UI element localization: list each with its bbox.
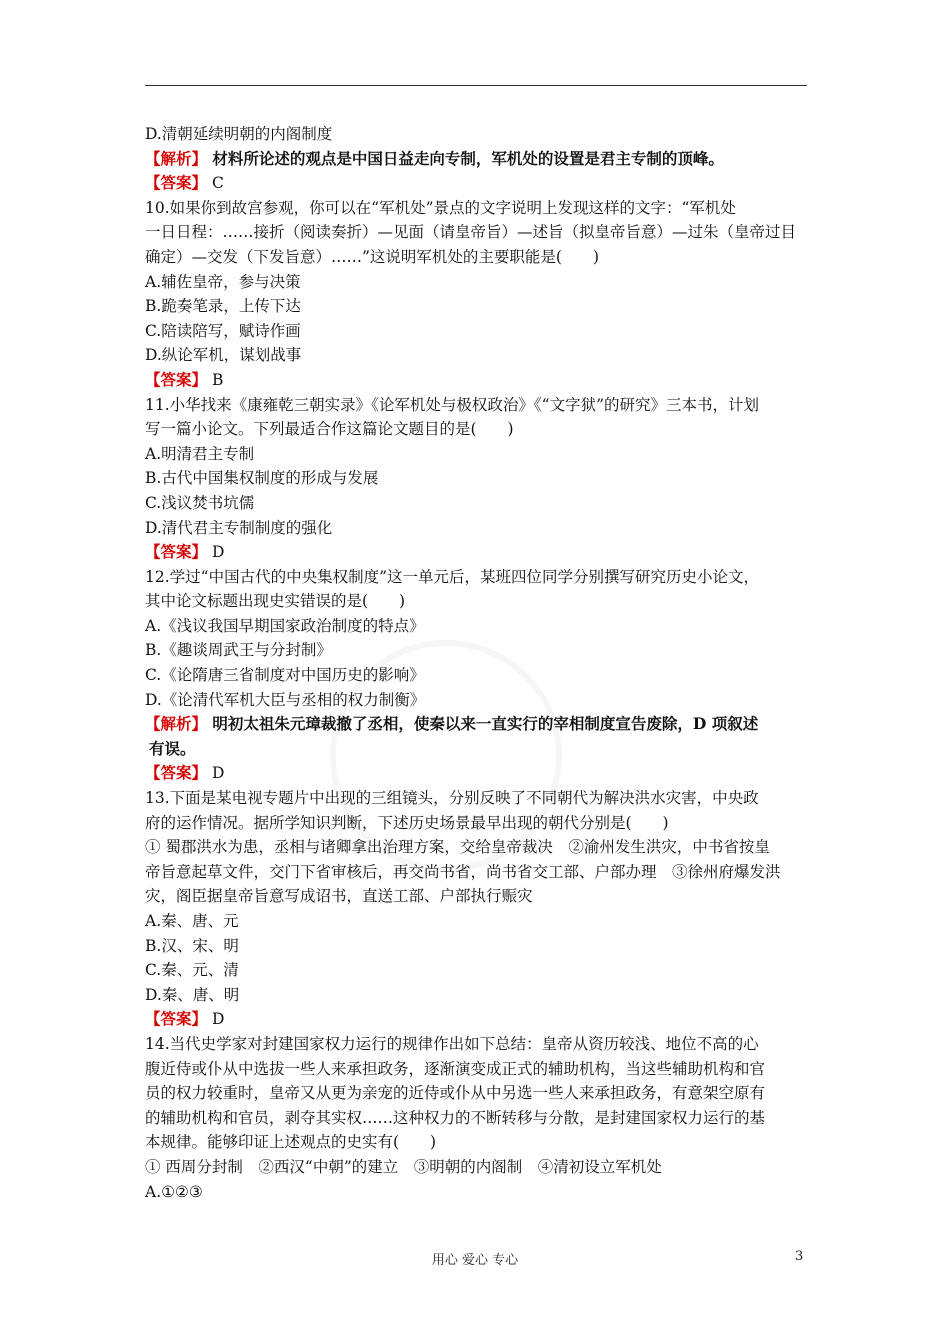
question-text: 11.小华找来《康雍乾三朝实录》《论军机处与极权政治》《“文字狱”的研究》三本书，计划	[145, 395, 760, 414]
question-text: 12.学过“中国古代的中央集权制度”这一单元后，某班四位同学分别撰写研究历史小论文，	[145, 567, 760, 586]
question-text: 帝旨意起草文件，交门下省审核后，再交尚书省，尚书省交工部、户部办理 ③徐州府爆发洪	[145, 862, 781, 881]
question-text: 府的运作情况。据所学知识判断，下述历史场景最早出现的朝代分别是( )	[145, 813, 669, 832]
option-text: C.《论隋唐三省制度对中国历史的影响》	[145, 666, 425, 685]
question-text: 10.如果你到故宫参观，你可以在“军机处”景点的文字说明上发现这样的文字：“军机处	[145, 198, 736, 217]
answer-line	[145, 1007, 810, 1032]
question-text: 本规律。能够印证上述观点的史实有( )	[145, 1133, 437, 1152]
option-text: A.秦、唐、元	[145, 912, 239, 930]
option-text: A.明清君主专制	[145, 444, 255, 463]
question-text: 确定）—交发（下发旨意）……”这说明军机处的主要职能是( )	[145, 247, 600, 266]
option-text: D.清代君主专制制度的强化	[145, 518, 333, 537]
analysis-line	[145, 712, 810, 737]
question-text: 员的权力较重时，皇帝又从更为亲宠的近侍或仆从中另选一些人来承担政务，有意架空原有	[145, 1084, 766, 1103]
option-text: D.纵论军机，谋划战事	[145, 346, 302, 365]
option-text: B.《趣谈周武王与分封制》	[145, 641, 332, 660]
answer-value: D	[207, 764, 225, 783]
answer-label: 【答案】	[145, 763, 208, 783]
option-text: C.陪读陪写，赋诗作画	[145, 321, 301, 340]
question-text: 其中论文标题出现史实错误的是( )	[145, 592, 406, 611]
option-text: B.汉、宋、明	[145, 936, 239, 955]
question-text: 14.当代史学家对封建国家权力运行的规律作出如下总结：皇帝从资历较浅、地位不高的心	[145, 1034, 759, 1053]
question-text: 腹近侍或仆从中选拔一些人来承担政务，逐渐演变成正式的辅助机构，当这些辅助机构和官	[145, 1059, 766, 1078]
question-text: 灾，阁臣据皇帝旨意写成诏书，直送工部、户部执行赈灾	[145, 887, 533, 906]
option-text: C.浅议焚书坑儒	[145, 493, 255, 512]
option-text: C.秦、元、清	[145, 961, 239, 980]
question-text: 一日日程：……接折（阅读奏折）—见面（请皇帝旨）—述旨（拟皇帝旨意）—过朱（皇帝过目	[145, 223, 797, 242]
answer-label: 【答案】	[145, 542, 208, 562]
option-text: B.古代中国集权制度的形成与发展	[145, 469, 379, 488]
answer-line	[145, 761, 810, 786]
option-text: D.秦、唐、明	[145, 985, 240, 1004]
question-text: 的辅助机构和官员，剥夺其实权……这种权力的不断转移与分散，是封建国家权力运行的基	[145, 1108, 766, 1127]
option-text: A.辅佐皇帝，参与决策	[145, 272, 301, 291]
answer-line	[145, 540, 810, 565]
analysis-label: 【解析】	[145, 714, 208, 734]
analysis-line	[145, 147, 810, 172]
option-text: D.《论清代军机大臣与丞相的权力制衡》	[145, 690, 426, 709]
answer-value: C	[207, 174, 224, 193]
analysis-label: 【解析】	[145, 148, 208, 168]
answer-line	[145, 171, 810, 196]
question-text: ① 西周分封制 ②西汉“中朝”的建立 ③明朝的内阁制 ④清初设立军机处	[145, 1157, 662, 1176]
answer-value: B	[207, 370, 224, 389]
answer-value: D	[207, 543, 225, 562]
analysis-text: 材料所论述的观点是中国日益走向专制，军机处的设置是君主专制的顶峰。	[207, 148, 724, 168]
option-text: B.跪奏笔录，上传下达	[145, 297, 301, 316]
answer-line	[145, 368, 810, 393]
footer-motto: 用心 爱心 专心	[431, 1253, 519, 1268]
header-rule	[145, 85, 807, 86]
page-number: 3	[795, 1249, 804, 1264]
answer-label: 【答案】	[145, 369, 208, 389]
document-body	[145, 122, 810, 1204]
answer-label: 【答案】	[145, 173, 208, 193]
option-text: A.《浅议我国早期国家政治制度的特点》	[145, 616, 425, 635]
question-text: ① 蜀郡洪水为患，丞相与诸卿拿出治理方案，交给皇帝裁决 ②渝州发生洪灾，中书省按皇	[145, 838, 770, 857]
option-text: D.清朝延续明朝的内阁制度	[145, 125, 333, 143]
option-text: A.①②③	[145, 1182, 203, 1201]
answer-label: 【答案】	[145, 1009, 208, 1029]
analysis-text: 有误。	[149, 738, 196, 758]
question-text: 写一篇小论文。下列最适合作这篇论文题目的是( )	[145, 420, 514, 439]
question-text: 13.下面是某电视专题片中出现的三组镜头，分别反映了不同朝代为解决洪水灾害，中央政	[145, 789, 759, 808]
answer-value: D	[207, 1010, 225, 1029]
analysis-text: 明初太祖朱元璋裁撤了丞相，使秦以来一直实行的宰相制度宣告废除，D 项叙述	[207, 714, 759, 734]
